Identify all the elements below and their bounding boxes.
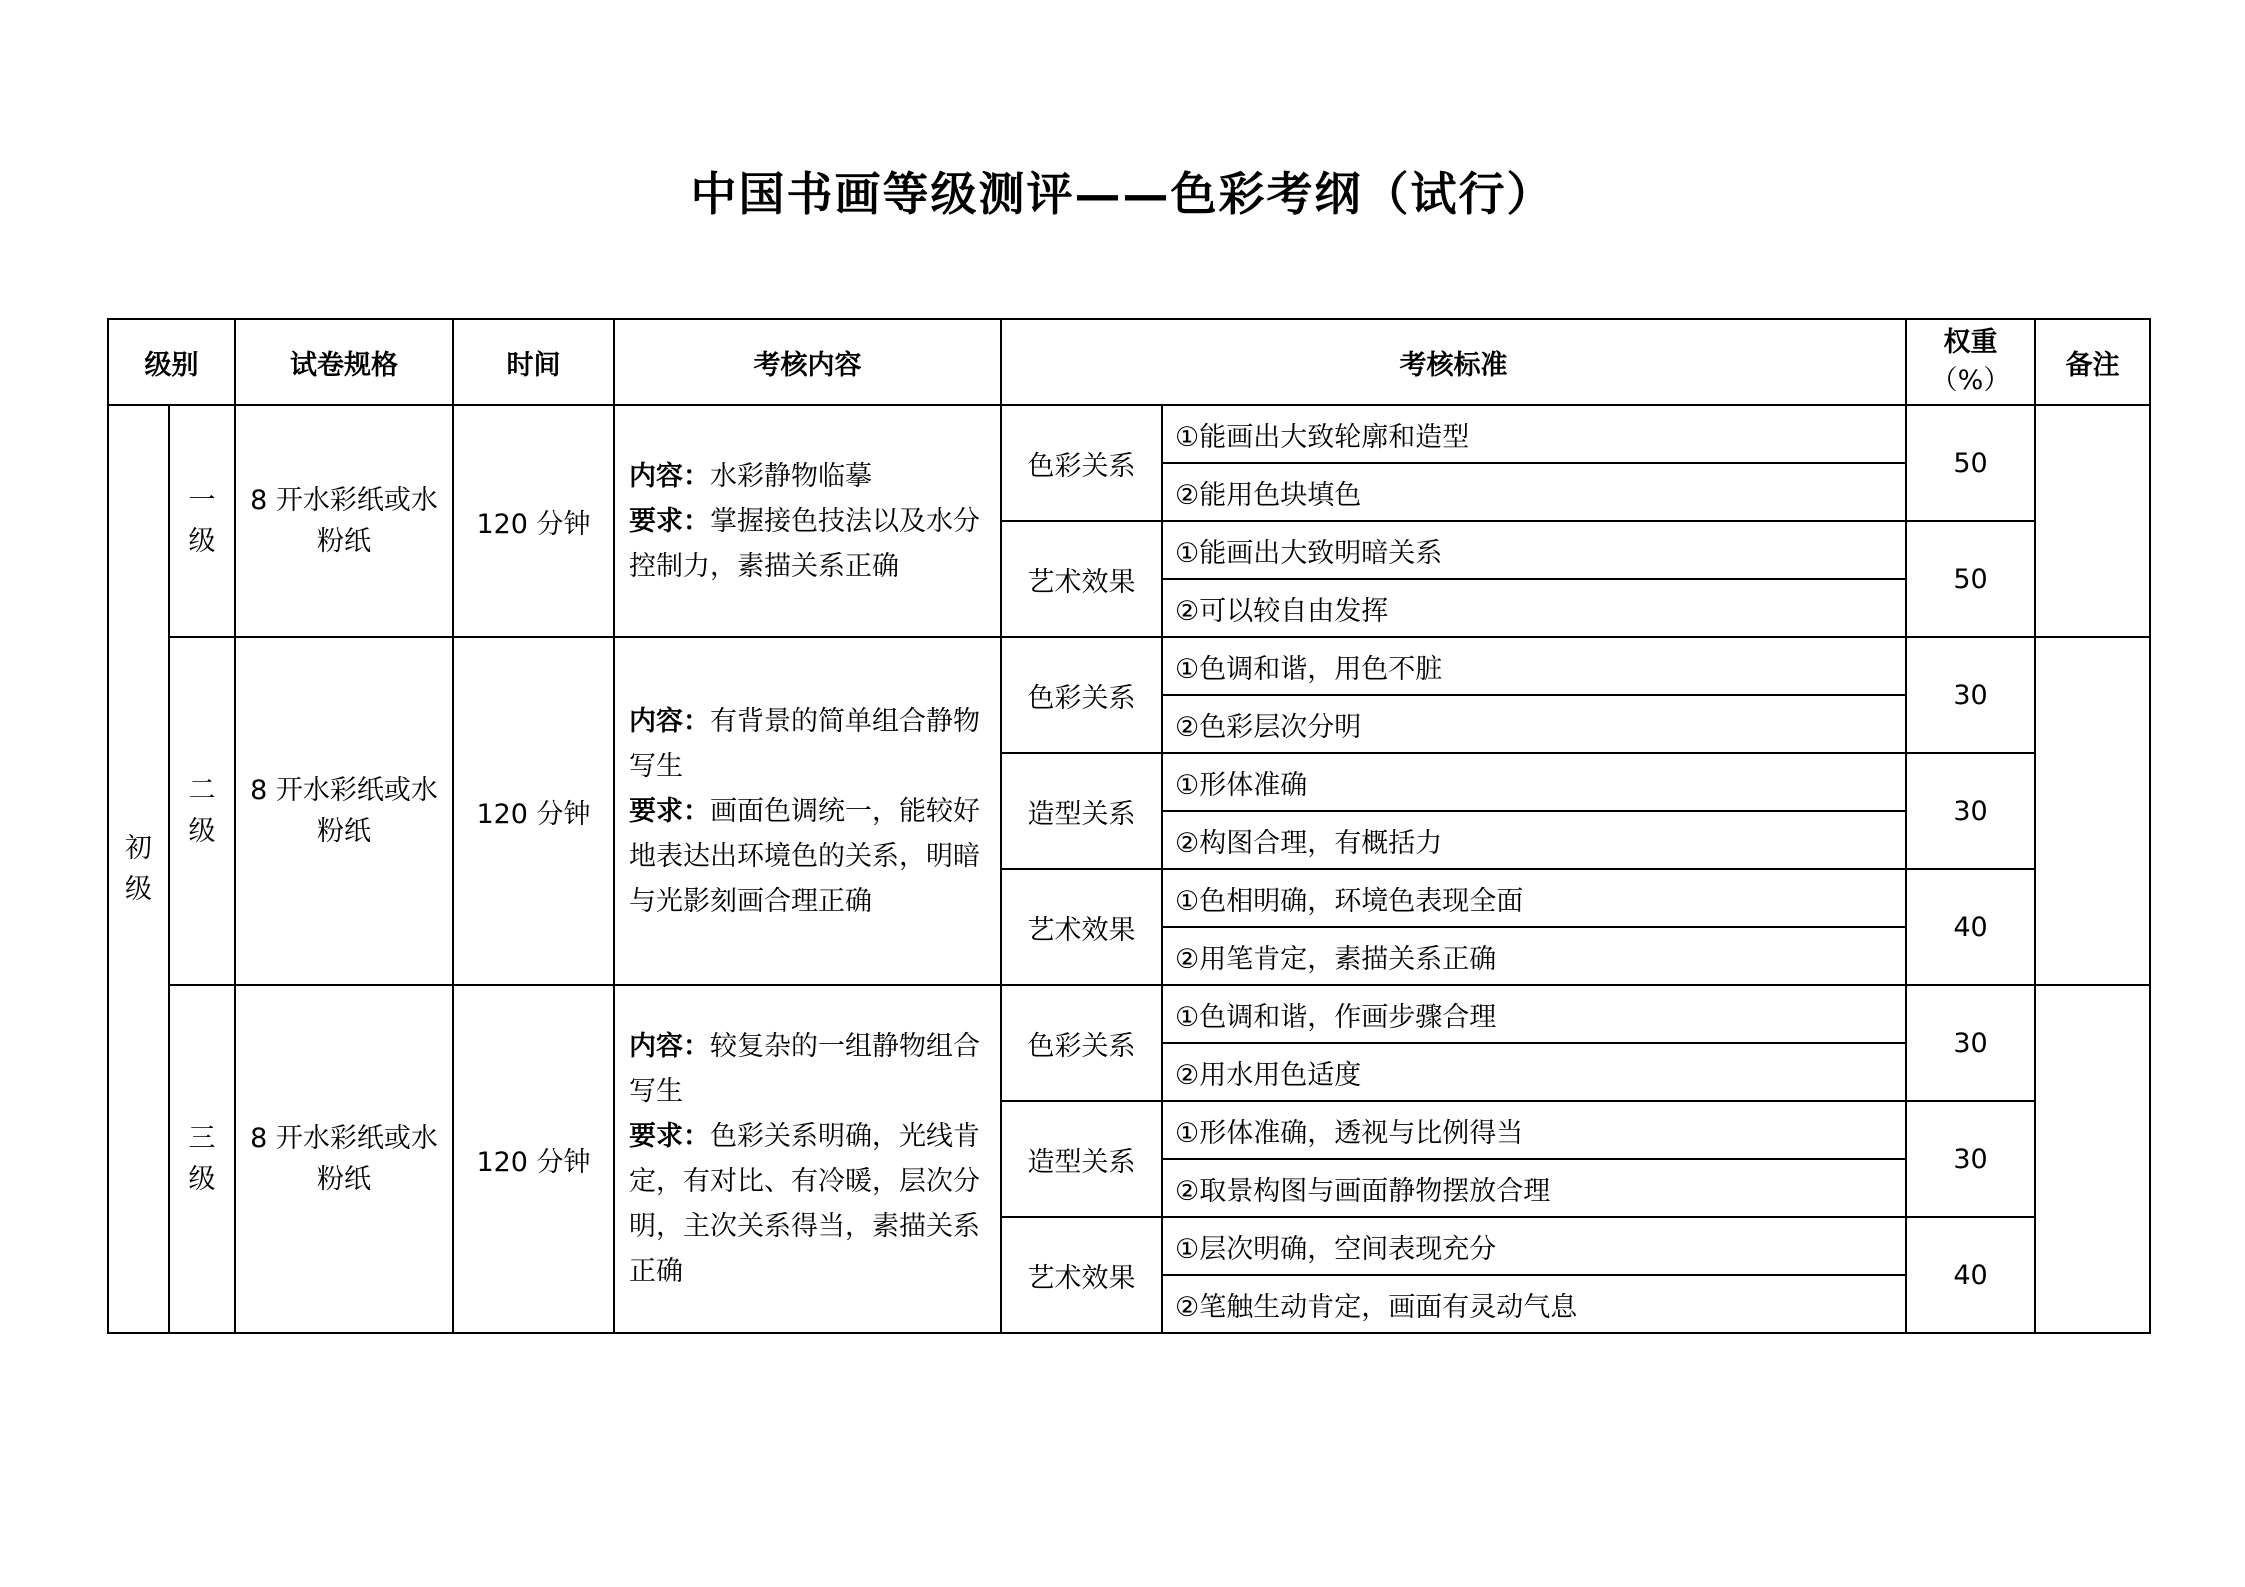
standard-item: ①色调和谐，用色不脏 [1162,637,1906,695]
standard-item: ①能画出大致轮廓和造型 [1162,405,1906,463]
remark-cell [2035,637,2150,985]
weight-cell: 50 [1906,405,2035,521]
standard-item: ②笔触生动肯定，画面有灵动气息 [1162,1275,1906,1333]
sublevel-cell [169,405,235,637]
weight-cell: 30 [1906,753,2035,869]
content-label: 内容： [629,1031,710,1062]
category-cell: 色彩关系 [1001,985,1162,1101]
table-row [108,405,2150,463]
spec-cell [235,405,453,637]
remark-cell [2035,405,2150,637]
content-cell [614,985,1001,1333]
content-text: 较复杂的一组静物组合写生 [629,1031,980,1107]
requirement-text: 掌握接色技法以及水分控制力，素描关系正确 [629,505,980,582]
header-remark: 备注 [2035,319,2150,405]
table-row [108,637,2150,695]
content-text: 水彩静物临摹 [710,460,872,492]
page-title: 中国书画等级测评——色彩考纲（试行） [690,167,1555,221]
content-cell [614,405,1001,637]
standard-item: ②能用色块填色 [1162,463,1906,521]
standard-item: ②构图合理，有概括力 [1162,811,1906,869]
standard-item: ①形体准确，透视与比例得当 [1162,1101,1906,1159]
content-cell [614,637,1001,985]
sublevel-label: 三级 [188,1123,216,1195]
content-label: 内容： [629,460,710,492]
standard-item: ①色调和谐，作画步骤合理 [1162,985,1906,1043]
category-cell: 艺术效果 [1001,869,1162,985]
header-time: 时间 [453,319,614,405]
standard-item: ①层次明确，空间表现充分 [1162,1217,1906,1275]
header-weight [1906,319,2035,405]
standard-item: ②取景构图与画面静物摆放合理 [1162,1159,1906,1217]
category-cell: 色彩关系 [1001,637,1162,753]
standard-item: ②用水用色适度 [1162,1043,1906,1101]
weight-cell: 30 [1906,637,2035,753]
spec-cell [235,985,453,1333]
requirement-label: 要求： [629,505,710,537]
content-label: 内容： [629,705,710,737]
category-cell: 色彩关系 [1001,405,1162,521]
content-text: 有背景的简单组合静物写生 [629,705,980,782]
remark-cell [2035,985,2150,1333]
requirement-label: 要求： [629,1121,710,1152]
header-row [108,319,2150,405]
sublevel-label: 一级 [188,485,216,557]
time-cell: 120 分钟 [453,985,614,1333]
time-cell: 120 分钟 [453,405,614,637]
spec-text: 8 开水彩纸或水粉纸 [250,1123,438,1195]
header-weight-unit: （%） [1930,365,2011,396]
spec-cell [235,637,453,985]
requirement-label: 要求： [629,795,710,827]
category-cell: 艺术效果 [1001,1217,1162,1333]
requirement-text: 色彩关系明确，光线肯定，有对比、有冷暖，层次分明，主次关系得当，素描关系正确 [629,1121,980,1287]
table-row [108,985,2150,1043]
standard-item: ②用笔肯定，素描关系正确 [1162,927,1906,985]
header-content: 考核内容 [614,319,1001,405]
standard-item: ②色彩层次分明 [1162,695,1906,753]
syllabus-table [107,318,2151,1334]
weight-cell: 40 [1906,869,2035,985]
category-cell: 艺术效果 [1001,521,1162,637]
sublevel-cell [169,637,235,985]
category-cell: 造型关系 [1001,1101,1162,1217]
standard-item: ①能画出大致明暗关系 [1162,521,1906,579]
sublevel-label: 二级 [188,775,216,847]
header-standard: 考核标准 [1001,319,1906,405]
category-cell: 造型关系 [1001,753,1162,869]
standard-item: ①形体准确 [1162,753,1906,811]
main-level-cell [108,405,169,1333]
header-level: 级别 [108,319,235,405]
weight-cell: 30 [1906,1101,2035,1217]
weight-cell: 40 [1906,1217,2035,1333]
header-weight-label: 权重 [1943,327,1998,358]
main-level-label: 初级 [125,833,152,905]
header-spec: 试卷规格 [235,319,453,405]
time-cell: 120 分钟 [453,637,614,985]
weight-cell: 50 [1906,521,2035,637]
standard-item: ②可以较自由发挥 [1162,579,1906,637]
spec-text: 8 开水彩纸或水粉纸 [250,485,438,557]
sublevel-cell [169,985,235,1333]
spec-text: 8 开水彩纸或水粉纸 [250,775,438,847]
requirement-text: 画面色调统一，能较好地表达出环境色的关系，明暗与光影刻画合理正确 [629,795,980,917]
standard-item: ①色相明确，环境色表现全面 [1162,869,1906,927]
weight-cell: 30 [1906,985,2035,1101]
